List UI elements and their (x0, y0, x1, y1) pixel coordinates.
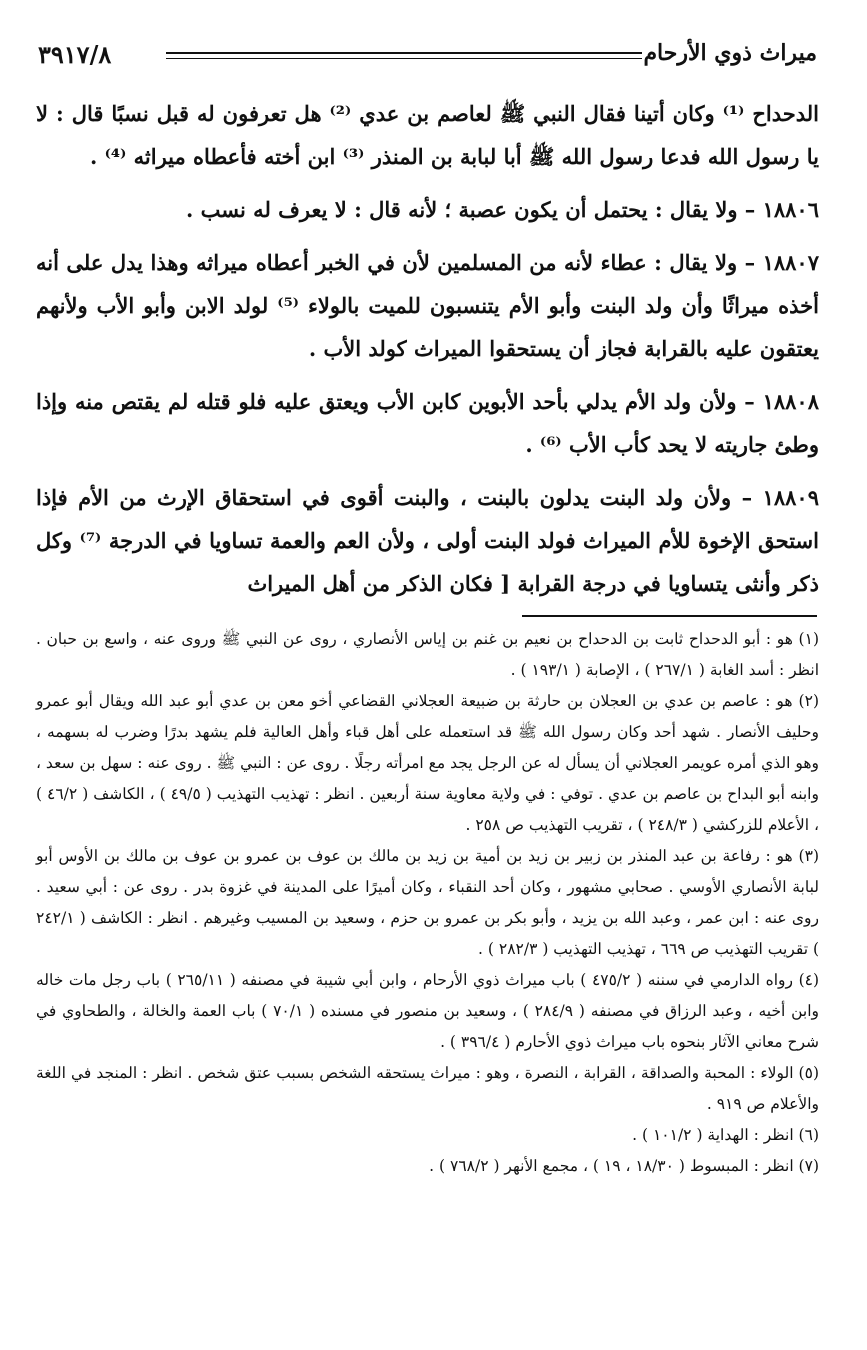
footnote-separator (522, 615, 817, 617)
footnote-6: (٦) انظر : الهداية ( ١٠١/٢ ) . (632, 1126, 819, 1144)
paragraph-18808: ١٨٨٠٨ – ولأن ولد الأم يدلي بأحد الأبوين كابن الأب ويعتق عليه فلو قتله لم يقتص منه وإذا وطئ جاريته لا يحد كأب الأب ⁽⁶⁾ . (36, 389, 819, 457)
page-header (38, 40, 817, 74)
footnote-7: (٧) انظر : المبسوط ( ١٨/٣٠ ، ١٩ ) ، مجمع الأنهر ( ٧٦٨/٢ ) . (429, 1157, 819, 1175)
footnote-5: (٥) الولاء : المحبة والصداقة ، القرابة ، النصرة ، وهو : ميراث يستحقه الشخص بسبب عتق شخص . انظر : المنجد في اللغة والأعلام ص ٩١٩ . (36, 1064, 819, 1113)
paragraph-18809: ١٨٨٠٩ – ولأن ولد البنت يدلون بالبنت ، والبنت أقوى في استحقاق الإرث من الأم فإذا استحق الإخوة للأم الميراث فولد البنت أولى ، ولأن العم والعمة تساويا في الدرجة ⁽⁷⁾ وكل ذكر وأنثى يتساويا في درجة القرابة [ فكان الذكر من أهل الميراث (36, 485, 819, 596)
footnote-row-5-6 (36, 1058, 819, 1120)
running-title: ميراث ذوي الأرحام (643, 40, 817, 66)
footnote-3: (٣) هو : رفاعة بن عبد المنذر بن زبير بن زيد بن أمية بن زيد بن مالك بن عوف بن عمرو بن عوف بن مالك بن الأوس أبو لبابة الأنصاري الأوسي . صحابي مشهور ، وكان أحد النقباء ، وكان أميرًا على المدينة في غزوة بدر . روى عن : أبي سعيد . روى عنه : ابن عمر ، وعبد الله بن يزيد ، وأبو بكر بن عمرو بن حزم ، وسعيد بن المسيب وغيرهم . انظر : الكاشف ( ٢٤٢/١ ) تقريب التهذيب ص ٦٦٩ ، تهذيب التهذيب ( ٢٨٢/٣ ) . (36, 847, 819, 958)
footnotes (36, 624, 819, 1182)
page-number: ٣٩١٧/٨ (38, 40, 112, 69)
header-rule (166, 52, 642, 59)
paragraph-18806: ١٨٨٠٦ – ولا يقال : يحتمل أن يكون عصبة ؛ لأنه قال : لا يعرف له نسب . (186, 197, 819, 222)
main-text (36, 92, 819, 615)
paragraph-continuation: الدحداح ⁽¹⁾ وكان أتينا فقال النبي ﷺ لعاصم بن عدي ⁽²⁾ هل تعرفون له قبل نسبًا قال : لا يا رسول الله فدعا رسول الله ﷺ أبا لبابة بن المنذر ⁽³⁾ ابن أخته فأعطاه ميراثه ⁽⁴⁾ . (36, 101, 820, 169)
paragraph-18807: ١٨٨٠٧ – ولا يقال : عطاء لأنه من المسلمين لأن في الخبر أعطاه ميراثه وهذا يدل على أنه أخذه ميراثًا وأن ولد البنت وأبو الأم يتنسبون للميت بالولاء ⁽⁵⁾ لولد الابن وأبو الأب ولأنهم يعتقون عليه بالقرابة فجاز أن يستحقوا الميراث كولد الأب . (36, 250, 819, 361)
footnote-4: (٤) رواه الدارمي في سننه ( ٤٧٥/٢ ) باب ميراث ذوي الأرحام ، وابن أبي شيبة في مصنفه ( ٢٦٥/١١ ) باب رجل مات خاله وابن أخيه ، وعبد الرزاق في مصنفه ( ٢٨٤/٩ ) ، وسعيد بن منصور في مسنده ( ٧٠/١ ) باب العمة والخالة ، والطحاوي في شرح معاني الآثار بنحوه باب ميراث ذوي الأحارم ( ٣٩٦/٤ ) . (36, 971, 820, 1051)
footnote-2: (٢) هو : عاصم بن عدي بن العجلان بن حارثة بن ضبيعة العجلاني القضاعي أخو معن بن عدي أبو عبد الله ويقال أبو عمرو وحليف الأنصار . شهد أحد وكان رسول الله ﷺ قد استعمله على أهل قباء وأهل العالية فلم يشهد بدرًا وضرب له بسهمه ، وهو الذي أمره عويمر العجلاني أن يسأل له عن الرجل يجد مع امرأته رجلًا . روى عن : النبي ﷺ . روى عنه : سهل بن سعد ، وابنه أبو البداح بن عاصم بن عدي . توفي : في ولاية معاوية سنة أربعين . انظر : تهذيب التهذيب ( ٤٩/٥ ) ، الكاشف ( ٤٦/٢ ) ، الأعلام للزركشي ( ٢٤٨/٣ ) ، تقريب التهذيب ص ٢٥٨ . (36, 692, 819, 834)
footnote-1: (١) هو : أبو الدحداح ثابت بن الدحداح بن نعيم بن غنم بن إياس الأنصاري ، روى عن النبي ﷺ وروى عنه ، واسع بن حبان . انظر : أسد الغابة ( ٢٦٧/١ ) ، الإصابة ( ١٩٣/١ ) . (36, 630, 819, 679)
